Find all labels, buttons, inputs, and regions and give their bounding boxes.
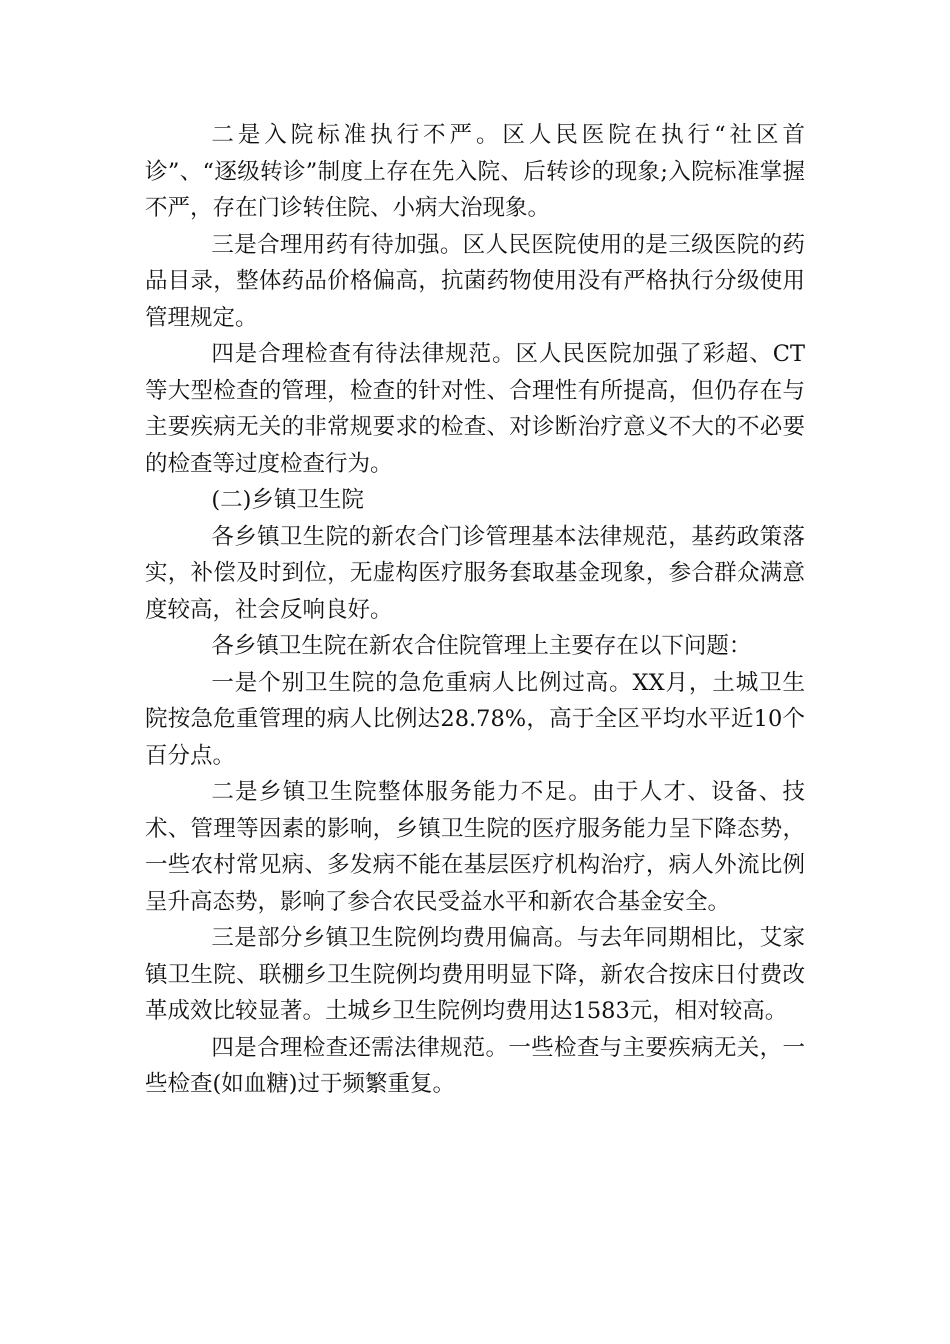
paragraph-critical-patient-ratio: 一是个别卫生院的急危重病人比例过高。XX月，土城卫生院按急危重管理的病人比例达28.78%，高于全区平均水平近10个百分点。 bbox=[145, 669, 805, 769]
paragraph-admission-standards: 二是入院标准执行不严。区人民医院在执行“社区首诊”、“逐级转诊”制度上存在先入院、后转诊的现象;入院标准掌握不严，存在门诊转住院、小病大治现象。 bbox=[145, 122, 805, 221]
paragraph-rational-examination: 四是合理检查有待法律规范。区人民医院加强了彩超、CT等大型检查的管理，检查的针对性、合理性有所提高，但仍存在与主要疾病无关的非常规要求的检查、对诊断治疗意义不大的不必要的检查等过度检查行为。 bbox=[145, 341, 805, 477]
paragraph-service-capacity: 二是乡镇卫生院整体服务能力不足。由于人才、设备、技术、管理等因素的影响，乡镇卫生院的医疗服务能力呈下降态势，一些农村常见病、多发病不能在基层医疗机构治疗，病人外流比例呈升高态势，影响了参合农民受益水平和新农合基金安全。 bbox=[145, 779, 805, 915]
section-heading-township-hospitals: (二)乡镇卫生院 bbox=[211, 487, 364, 513]
paragraph-inpatient-issues-intro: 各乡镇卫生院在新农合住院管理上主要存在以下问题： bbox=[211, 633, 752, 659]
paragraph-average-cost: 三是部分乡镇卫生院例均费用偏高。与去年同期相比，艾家镇卫生院、联棚乡卫生院例均费用明显下降，新农合按床日付费改革成效比较显著。土城乡卫生院例均费用达1583元，相对较高。 bbox=[145, 925, 805, 1024]
paragraph-examination-regulation: 四是合理检查还需法律规范。一些检查与主要疾病无关，一些检查(如血糖)过于频繁重复。 bbox=[145, 1034, 805, 1097]
paragraph-rational-drug-use: 三是合理用药有待加强。区人民医院使用的是三级医院的药品目录，整体药品价格偏高，抗菌药物使用没有严格执行分级使用管理规定。 bbox=[145, 231, 805, 331]
paragraph-outpatient-management: 各乡镇卫生院的新农合门诊管理基本法律规范，基药政策落实，补偿及时到位，无虚构医疗服务套取基金现象，参合群众满意度较高，社会反响良好。 bbox=[145, 523, 805, 623]
document-body bbox=[145, 117, 805, 1103]
